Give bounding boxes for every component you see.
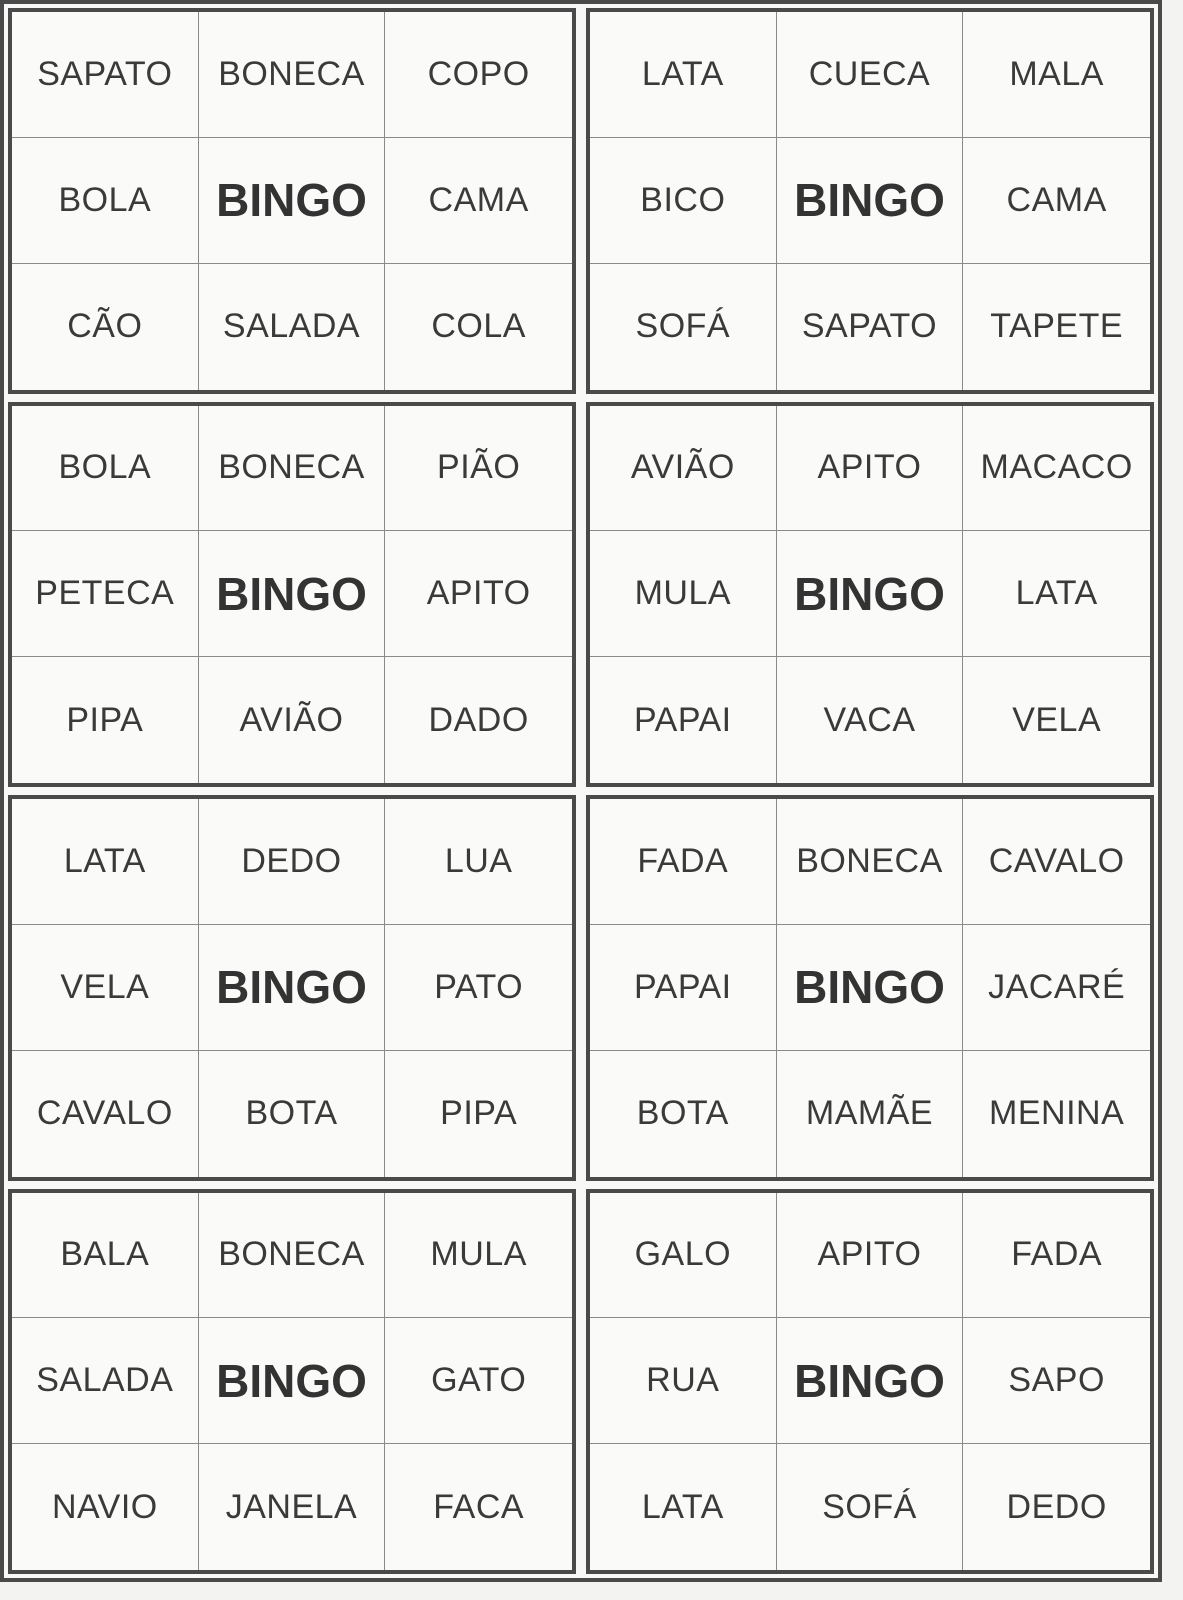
bingo-word-cell: SAPATO — [12, 12, 199, 138]
bingo-word-cell: PAPAI — [590, 657, 777, 783]
bingo-word-cell: MACACO — [963, 406, 1150, 532]
bingo-word-cell: AVIÃO — [199, 657, 386, 783]
bingo-word-cell: SAPO — [963, 1318, 1150, 1444]
bingo-word-cell: BONECA — [199, 406, 386, 532]
bingo-word-cell: LATA — [12, 799, 199, 925]
bingo-word-cell: BALA — [12, 1193, 199, 1319]
bingo-word-cell: CAMA — [385, 138, 572, 264]
bingo-word-cell: SALADA — [199, 264, 386, 390]
bingo-word-cell: MULA — [385, 1193, 572, 1319]
bingo-word-cell: COPO — [385, 12, 572, 138]
bingo-word-cell: BICO — [590, 138, 777, 264]
bingo-word-cell: JACARÉ — [963, 925, 1150, 1051]
bingo-word-cell: BONECA — [199, 1193, 386, 1319]
bingo-card-2 — [586, 8, 1154, 394]
bingo-word-cell: RUA — [590, 1318, 777, 1444]
bingo-word-cell: FACA — [433, 1487, 525, 1526]
bingo-word-cell: BOLA — [12, 138, 199, 264]
bingo-card-4 — [586, 402, 1154, 788]
bingo-center-cell: BINGO — [777, 1318, 964, 1444]
bingo-center-cell: BINGO — [777, 925, 964, 1051]
bingo-word-cell: MAMÃE — [777, 1051, 964, 1177]
bingo-word-cell: LATA — [590, 12, 777, 138]
bingo-word-cell: DADO — [428, 700, 529, 739]
bingo-word-cell: BONECA — [199, 12, 386, 138]
bingo-word-cell: VACA — [777, 657, 964, 783]
bingo-word-cell: PETECA — [12, 531, 199, 657]
bingo-card-5 — [8, 795, 576, 1181]
bingo-word-cell: PIPA — [440, 1094, 518, 1133]
bingo-word-cell: MULA — [590, 531, 777, 657]
bingo-word-cell: GALO — [590, 1193, 777, 1319]
bingo-word-cell: CAMA — [963, 138, 1150, 264]
bingo-word-cell: MALA — [963, 12, 1150, 138]
bingo-word-cell: AVIÃO — [590, 406, 777, 532]
bingo-word-cell: CAVALO — [12, 1051, 199, 1177]
bingo-word-cell: BOTA — [199, 1051, 386, 1177]
bingo-word-cell: PAPAI — [590, 925, 777, 1051]
bingo-center-cell: BINGO — [777, 138, 964, 264]
bingo-word-cell: CÃO — [12, 264, 199, 390]
bingo-word-cell: MENINA — [989, 1094, 1125, 1133]
bingo-word-cell: PIÃO — [385, 406, 572, 532]
bingo-word-cell: BONECA — [777, 799, 964, 925]
bingo-word-cell: APITO — [385, 531, 572, 657]
bingo-card-7 — [8, 1189, 576, 1575]
bingo-cards-grid — [8, 8, 1154, 1574]
bingo-word-cell: TAPETE — [990, 307, 1124, 346]
bingo-word-cell: SALADA — [12, 1318, 199, 1444]
bingo-word-cell: COLA — [431, 307, 526, 346]
bingo-word-cell: FADA — [590, 799, 777, 925]
bingo-word-cell: LUA — [385, 799, 572, 925]
bingo-center-cell: BINGO — [199, 531, 386, 657]
bingo-word-cell: VELA — [1012, 700, 1102, 739]
bingo-word-cell: SOFÁ — [590, 264, 777, 390]
bingo-word-cell: VELA — [12, 925, 199, 1051]
bingo-word-cell: FADA — [963, 1193, 1150, 1319]
bingo-word-cell: PATO — [385, 925, 572, 1051]
bingo-word-cell: APITO — [777, 406, 964, 532]
bingo-word-cell: APITO — [777, 1193, 964, 1319]
bingo-center-cell: BINGO — [199, 138, 386, 264]
bingo-word-cell: SOFÁ — [777, 1444, 964, 1570]
bingo-word-cell: BOLA — [12, 406, 199, 532]
bingo-card-3 — [8, 402, 576, 788]
bingo-word-cell: CAVALO — [963, 799, 1150, 925]
bingo-word-cell: LATA — [590, 1444, 777, 1570]
bingo-word-cell: GATO — [385, 1318, 572, 1444]
bingo-word-cell: PIPA — [12, 657, 199, 783]
bingo-center-cell: BINGO — [199, 1318, 386, 1444]
bingo-card-8 — [586, 1189, 1154, 1575]
bingo-word-cell: NAVIO — [12, 1444, 199, 1570]
bingo-word-cell: DEDO — [1006, 1487, 1107, 1526]
bingo-word-cell: BOTA — [590, 1051, 777, 1177]
bingo-center-cell: BINGO — [777, 531, 964, 657]
bingo-card-6 — [586, 795, 1154, 1181]
bingo-word-cell: LATA — [963, 531, 1150, 657]
bingo-word-cell: JANELA — [199, 1444, 386, 1570]
bingo-card-1 — [8, 8, 576, 394]
bingo-word-cell: SAPATO — [777, 264, 964, 390]
bingo-word-cell: DEDO — [199, 799, 386, 925]
bingo-center-cell: BINGO — [199, 925, 386, 1051]
bingo-word-cell: CUECA — [777, 12, 964, 138]
